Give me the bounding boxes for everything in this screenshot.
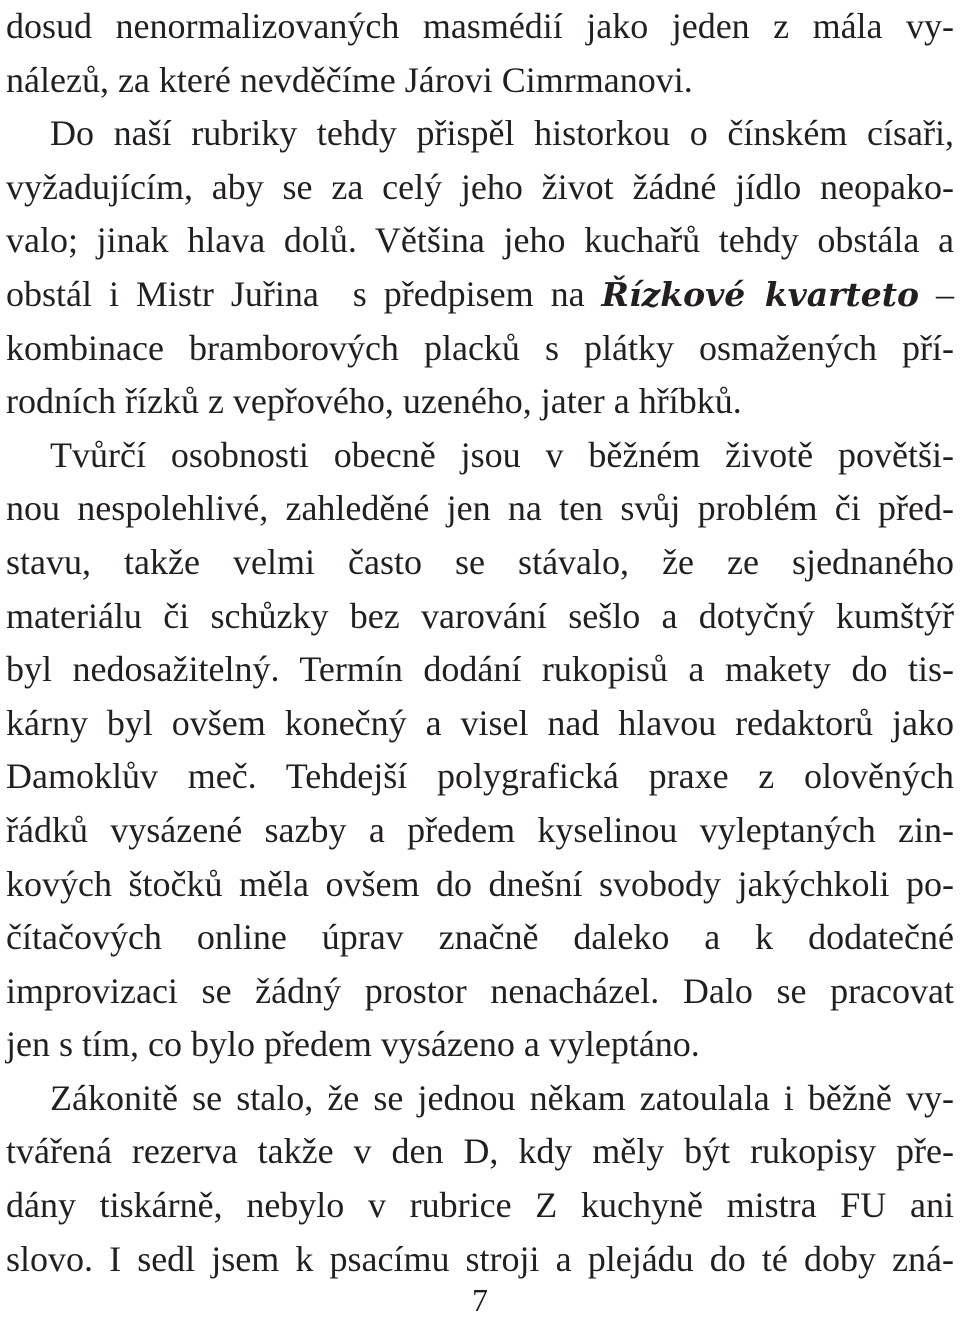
text-segment: nálezů, za které nevděčíme Járovi Cimrmanovi. [6, 59, 693, 100]
text-segment: – [919, 273, 954, 314]
text-segment: tvářená rezerva takže v den D, kdy měly být rukopisy pře- [6, 1131, 954, 1172]
text-segment: čítačových online úprav značně daleko a k dodatečné [6, 917, 954, 958]
text-line [6, 322, 954, 376]
text-segment: Tvůrčí osobnosti obecně jsou v běžném životě povětši- [50, 434, 954, 475]
text-segment: slovo. I sedl jsem k psacímu stroji a plejádu do té doby zná- [6, 1238, 954, 1279]
text-line [6, 858, 954, 912]
text-line [6, 1125, 954, 1179]
text-line [6, 1233, 954, 1287]
text-segment: kových štočků měla ovšem do dnešní svobody jakýchkoli po- [6, 863, 954, 904]
text-line [6, 750, 954, 804]
text-segment: řádků vysázené sazby a předem kyselinou vyleptaných zin- [6, 809, 954, 850]
body-text [6, 0, 954, 1286]
text-segment: improvizaci se žádný prostor nenacházel. Dalo se pracovat [6, 970, 954, 1011]
text-line [6, 214, 954, 268]
text-line [6, 1179, 954, 1233]
text-segment: Zákonitě se stalo, že se jednou někam zatoulala i běžně vy- [50, 1077, 954, 1118]
text-line [6, 268, 954, 322]
text-line [6, 697, 954, 751]
text-line [6, 429, 954, 483]
text-segment: dány tiskárně, nebylo v rubrice Z kuchyně mistra FU ani [6, 1185, 954, 1226]
text-line [6, 536, 954, 590]
text-segment: nou nespolehlivé, zahleděné jen na ten svůj problém či před- [6, 488, 954, 529]
text-segment: Do naší rubriky tehdy přispěl historkou o čínském císaři, [50, 113, 954, 154]
text-segment: Damoklův meč. Tehdejší polygrafická praxe z olověných [6, 756, 954, 797]
text-line [6, 107, 954, 161]
text-line [6, 54, 954, 108]
text-segment: jen s tím, co bylo předem vysázeno a vyleptáno. [6, 1024, 700, 1065]
text-line [6, 161, 954, 215]
text-segment: byl nedosažitelný. Termín dodání rukopisů a makety do tis- [6, 649, 954, 690]
text-line [6, 375, 954, 429]
text-segment: kombinace bramborových placků s plátky osmažených pří- [6, 327, 954, 368]
text-segment: stavu, takže velmi často se stávalo, že ze sjednaného [6, 541, 954, 582]
text-line [6, 590, 954, 644]
dish-name-emphasis: Řízkové kvarteto [601, 274, 920, 314]
text-segment: valo; jinak hlava dolů. Většina jeho kuchařů tehdy obstála a [6, 220, 954, 261]
text-line [6, 1018, 954, 1072]
text-segment: vyžadujícím, aby se za celý jeho život žádné jídlo neopako- [6, 166, 954, 207]
text-line [6, 0, 954, 54]
text-line [6, 482, 954, 536]
text-segment: dosud nenormalizovaných masmédií jako jeden z mála vy- [6, 6, 954, 46]
text-segment: materiálu či schůzky bez varování sešlo a dotyčný kumštýř [6, 595, 954, 636]
text-line [6, 965, 954, 1019]
text-line [6, 643, 954, 697]
text-segment: rodních řízků z vepřového, uzeného, jater a hříbků. [6, 381, 742, 422]
text-line [6, 804, 954, 858]
page-number: 7 [472, 1282, 488, 1318]
text-segment: obstál i Mistr Juřina s předpisem na [6, 273, 602, 314]
text-line [6, 911, 954, 965]
text-line [6, 1072, 954, 1126]
text-segment: kárny byl ovšem konečný a visel nad hlavou redaktorů jako [6, 702, 954, 743]
